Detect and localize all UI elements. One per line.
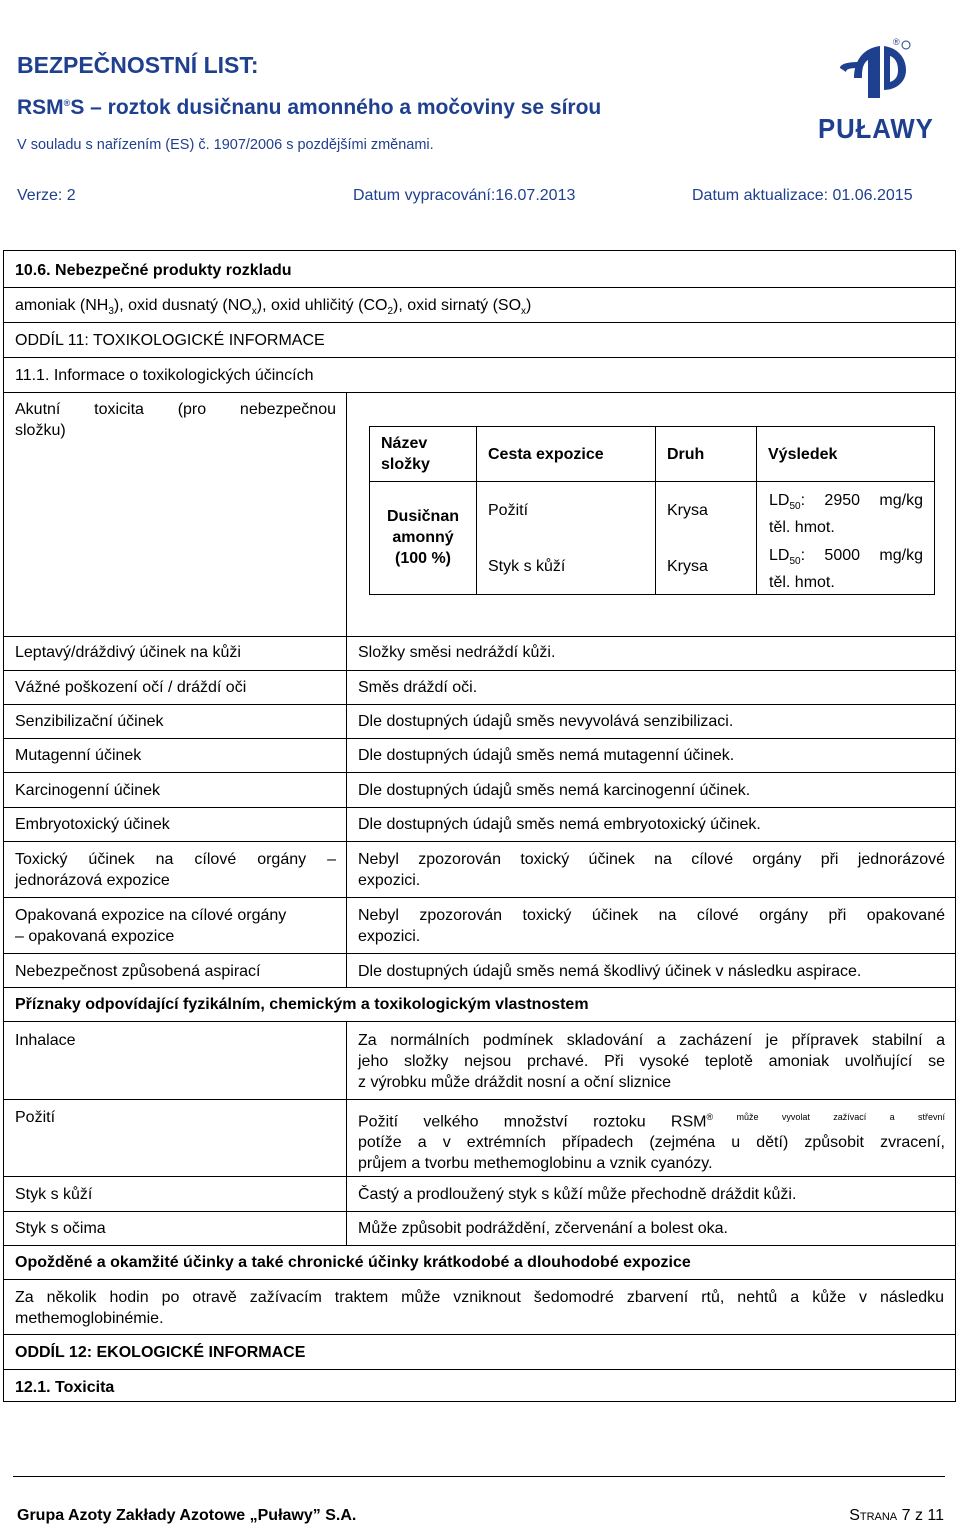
version: Verze: 2	[17, 187, 76, 204]
registered-mark: ®	[63, 98, 71, 108]
section-11-heading: ODDÍL 11: TOXIKOLOGICKÉ INFORMACE	[15, 332, 325, 349]
logo-text: PUŁAWY	[818, 113, 934, 144]
species-rat: Krysa	[667, 558, 708, 575]
divider	[3, 1334, 956, 1335]
divider	[3, 1279, 956, 1280]
divider	[3, 897, 956, 898]
symptom-label: Požití	[15, 1109, 56, 1126]
divider	[346, 392, 347, 637]
species-rat: Krysa	[667, 502, 708, 519]
effect-label: Embryotoxický účinek	[15, 816, 170, 833]
divider	[3, 1176, 956, 1177]
divider	[346, 636, 347, 987]
symptom-value: Za normálních podmínek skladování a zacházení je přípravek stabilní a jeho složky nejsou prchavé. Při vysoké teplotě amoniak uvolňující se z výrobku může dráždit nosní a oční sliznice	[358, 1032, 945, 1091]
effect-label: Leptavý/dráždivý účinek na kůži	[15, 644, 241, 661]
component-name: Dusičnan amonný (100 %)	[386, 508, 459, 567]
table-col-divider	[476, 426, 477, 595]
acute-toxicity-label-2: složku)	[15, 422, 66, 439]
divider	[3, 738, 956, 739]
date-prepared: Datum vypracování:16.07.2013	[353, 187, 576, 204]
section-10-6-heading: 10.6. Nebezpečné produkty rozkladu	[15, 262, 292, 279]
effect-value: Dle dostupných údajů směs nemá karcinogenní účinek.	[358, 782, 751, 799]
divider	[3, 357, 956, 358]
section-12-1-heading: 12.1. Toxicita	[15, 1379, 115, 1396]
effect-label: Karcinogenní účinek	[15, 782, 160, 799]
effect-label: Vážné poškození očí / dráždí oči	[15, 679, 247, 696]
divider	[3, 987, 956, 988]
symptoms-heading: Příznaky odpovídající fyzikálním, chemickým a toxikologickým vlastnostem	[15, 996, 589, 1013]
acute-toxicity-label: Akutní toxicita (pro nebezpečnou	[15, 401, 336, 418]
table-header-route: Cesta expozice	[488, 446, 604, 463]
page-number: Strana 7 z 11	[849, 1507, 944, 1524]
divider	[3, 392, 956, 393]
result-ld50-oral: $LD_{50}$: 2950 mg/kg těl. hmot.	[769, 492, 923, 537]
divider	[3, 807, 956, 808]
effect-label: Senzibilizační účinek	[15, 713, 164, 730]
effect-value: Dle dostupných údajů směs nemá mutagenní účinek.	[358, 747, 735, 764]
symptom-label: Styk s kůží	[15, 1186, 93, 1203]
effect-value: Dle dostupných údajů směs nemá škodlivý účinek v následku aspirace.	[358, 963, 862, 980]
divider	[3, 1211, 956, 1212]
effect-value: Nebyl zpozorován toxický účinek na cílové orgány při opakované expozici.	[358, 907, 945, 945]
effect-value: Dle dostupných údajů směs nemá embryotoxický účinek.	[358, 816, 761, 833]
result-ld50-dermal: $LD_{50}$: 5000 mg/kg těl. hmot.	[769, 547, 923, 592]
effect-label: Mutagenní účinek	[15, 747, 142, 764]
logo-registered-mark: ®	[893, 37, 900, 47]
footer-company: Grupa Azoty Zakłady Azotowe „Puławy” S.A.	[17, 1507, 357, 1524]
symptom-value: Častý a prodloužený styk s kůží může přechodně dráždit kůži.	[358, 1186, 797, 1203]
product-name-rest: S – roztok dusičnanu amonného a močoviny se sírou	[70, 96, 602, 119]
effect-value: Nebyl zpozorován toxický účinek na cílové orgány při jednorázové expozici.	[358, 851, 945, 889]
delayed-effects-text: Za několik hodin po otravě zažívacím traktem může vzniknout šedomodré zbarvení rtů, nehtů a kůže v následku methemoglobinémie.	[15, 1289, 944, 1327]
effect-value: Složky směsi nedráždí kůži.	[358, 644, 556, 661]
effect-label: Nebezpečnost způsobená aspirací	[15, 963, 261, 980]
date-updated: Datum aktualizace: 01.06.2015	[692, 187, 913, 204]
section-11-1-heading: 11.1. Informace o toxikologických účincích	[15, 367, 314, 384]
product-rsm: RSM	[17, 96, 64, 119]
footer-divider	[13, 1476, 945, 1477]
product-name	[17, 96, 601, 120]
effect-label: Toxický účinek na cílové orgány – jednorázová expozice	[15, 851, 336, 889]
divider	[3, 670, 956, 671]
effect-value: Směs dráždí oči.	[358, 679, 478, 696]
effect-label: Opakovaná expozice na cílové orgány – opakovaná expozice	[15, 907, 287, 945]
table-row-divider	[369, 481, 935, 482]
route-skin: Styk s kůží	[488, 558, 566, 575]
divider	[3, 1369, 956, 1370]
symptom-label: Inhalace	[15, 1032, 76, 1049]
divider	[3, 322, 956, 323]
table-col-divider	[655, 426, 656, 595]
symptom-value: Požití velkého množství roztoku $RSM^{® může vyvolat zažívací a střevní}$ potíže a v extrémních případech (zejména u dětí) způsobit zvracení, průjem a tvorbu methemoglobinu a vznik cyanózy.	[358, 1112, 945, 1173]
regulation-note: V souladu s nařízením (ES) č. 1907/2006 s pozdějšími změnami.	[17, 137, 434, 153]
divider	[3, 636, 956, 637]
table-header-result: Výsledek	[768, 446, 838, 463]
effect-value: Dle dostupných údajů směs nevyvolává senzibilizaci.	[358, 713, 734, 730]
decomposition-products: amoniak $(NH_3)$, oxid dusnatý $(NO_x)$, oxid uhličitý $(CO_2)$, oxid sirnatý $(SO_x)$	[15, 297, 532, 318]
section-12-heading: ODDÍL 12: EKOLOGICKÉ INFORMACE	[15, 1344, 306, 1361]
divider	[3, 287, 956, 288]
divider	[3, 1245, 956, 1246]
symptom-label: Styk s očima	[15, 1220, 106, 1237]
divider	[3, 953, 956, 954]
document-title: BEZPEČNOSTNÍ LIST:	[17, 52, 259, 78]
table-col-divider	[756, 426, 757, 595]
divider	[3, 841, 956, 842]
symptom-value: Může způsobit podráždění, zčervenání a bolest oka.	[358, 1220, 728, 1237]
table-header-component: Název složky	[381, 435, 430, 473]
delayed-effects-heading: Opožděné a okamžité účinky a také chronické účinky krátkodobé a dlouhodobé expozice	[15, 1254, 691, 1271]
divider	[3, 1021, 956, 1022]
divider	[3, 772, 956, 773]
divider	[3, 1099, 956, 1100]
table-header-species: Druh	[667, 446, 705, 463]
divider	[3, 704, 956, 705]
route-ingestion: Požití	[488, 502, 529, 519]
